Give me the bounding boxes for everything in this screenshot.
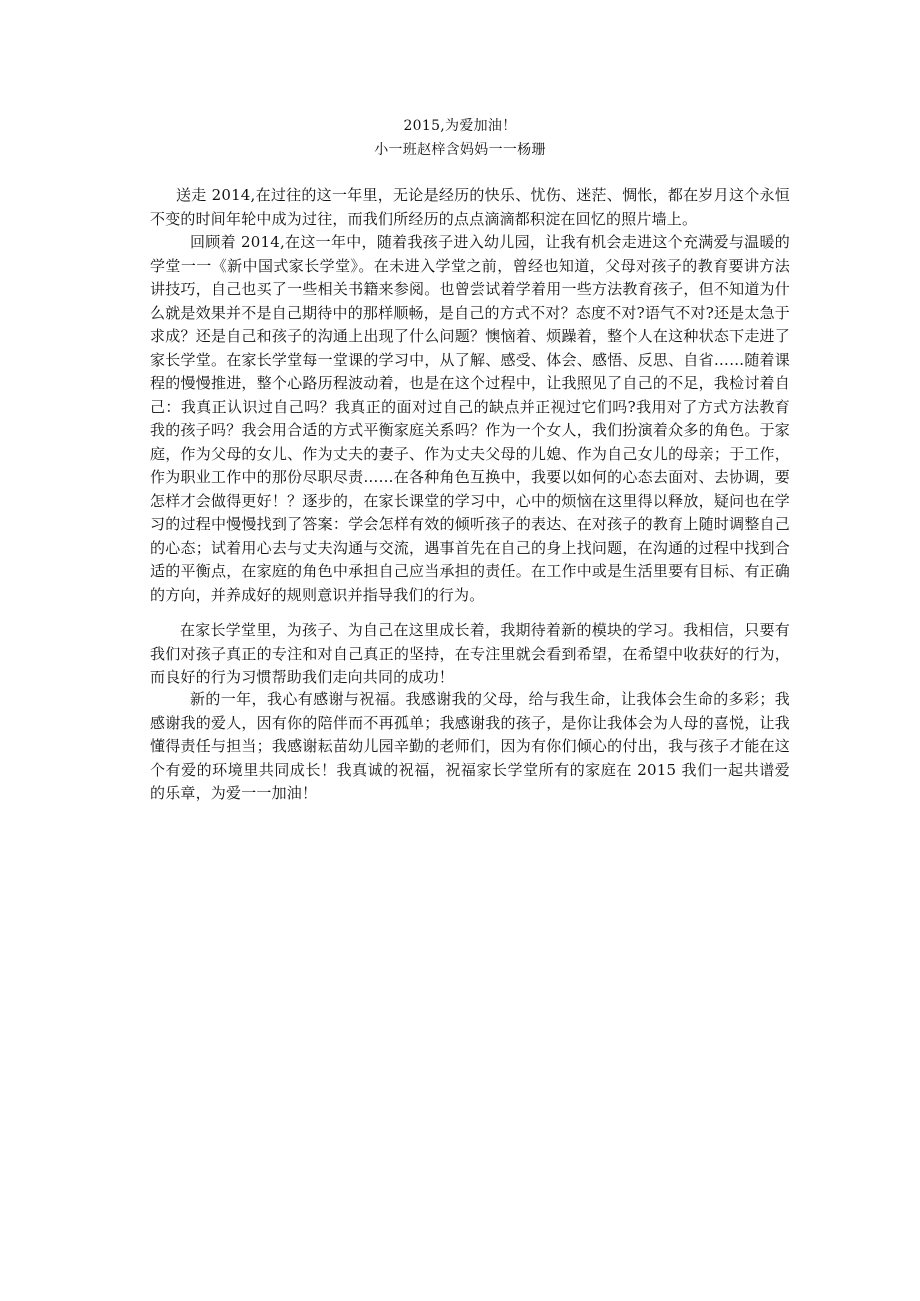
paragraph-intro: 送走 2014,在过往的这一年里，无论是经历的快乐、忧伤、迷茫、惆怅，都在岁月这个永恒不变的时间年轮中成为过往，而我们所经历的点点滴滴都积淀在回忆的照片墙上。 [150,186,790,228]
paragraph-gratitude: 新的一年，我心有感谢与祝福。我感谢我的父母，给与我生命，让我体会生命的多彩；我感谢我的爱人，因有你的陪伴而不再孤单；我感谢我的孩子，是你让我体会为人母的喜悦，让我懂得责任与担当；我感谢耘苗幼儿园辛勤的老师们，因为有你们倾心的付出，我与孩子才能在这个有爱的环境里共同成长！我真诚的祝福，祝福家长学堂所有的家庭在 2015 我们一起共谱爱的乐章，为爱一一加油！ [150,690,790,802]
paragraph-expectation: 在家长学堂里，为孩子、为自己在这里成长着，我期待着新的模块的学习。我相信，只要有我们对孩子真正的专注和对自己真正的坚持，在专注里就会看到希望，在希望中收获好的行为，而良好的行为习惯帮助我们走向共同的成功！ [150,621,790,686]
document-subtitle: 小一班赵梓含妈妈一一杨珊 [374,142,546,158]
paragraph-review: 回顾着 2014,在这一年中，随着我孩子进入幼儿园，让我有机会走进这个充满爱与温暖的学堂一一《新中国式家长学堂》。在未进入学堂之前，曾经也知道，父母对孩子的教育要讲方法讲技巧，自己也买了一些相关书籍来参阅。也曾尝试着学着用一些方法教育孩子，但不知道为什么就是效果并不是自己期待中的那样顺畅，是自己的方式不对？态度不对?语气不对?还是太急于求成？还是自己和孩子的沟通上出现了什么问题？懊恼着、烦躁着，整个人在这种状态下走进了家长学堂。在家长学堂每一堂课的学习中，从了解、感受、体会、感悟、反思、自省……随着课程的慢慢推进，整个心路历程波动着，也是在这个过程中，让我照见了自己的不足，我检讨着自己：我真正认识过自己吗？我真正的面对过自己的缺点并正视过它们吗?我用对了方式方法教育我的孩子吗？我会用合适的方式平衡家庭关系吗？作为一个女人，我们扮演着众多的角色。于家庭，作为父母的女儿、作为丈夫的妻子、作为丈夫父母的儿媳、作为自己女儿的母亲；于工作，作为职业工作中的那份尽职尽责……在各种角色互换中，我要以如何的心态去面对、去协调，要怎样才会做得更好！？逐步的，在家长课堂的学习中，心中的烦恼在这里得以释放，疑问也在学习的过程中慢慢找到了答案：学会怎样有效的倾听孩子的表达、在对孩子的教育上随时调整自己的心态；试着用心去与丈夫沟通与交流，遇事首先在自己的身上找问题，在沟通的过程中找到合适的平衡点，在家庭的角色中承担自己应当承担的责任。在工作中或是生活里要有目标、有正确的方向，并养成好的规则意识并指导我们的行为。 [150,233,790,604]
document-title: 2015,为爱加油！ [403,118,517,134]
